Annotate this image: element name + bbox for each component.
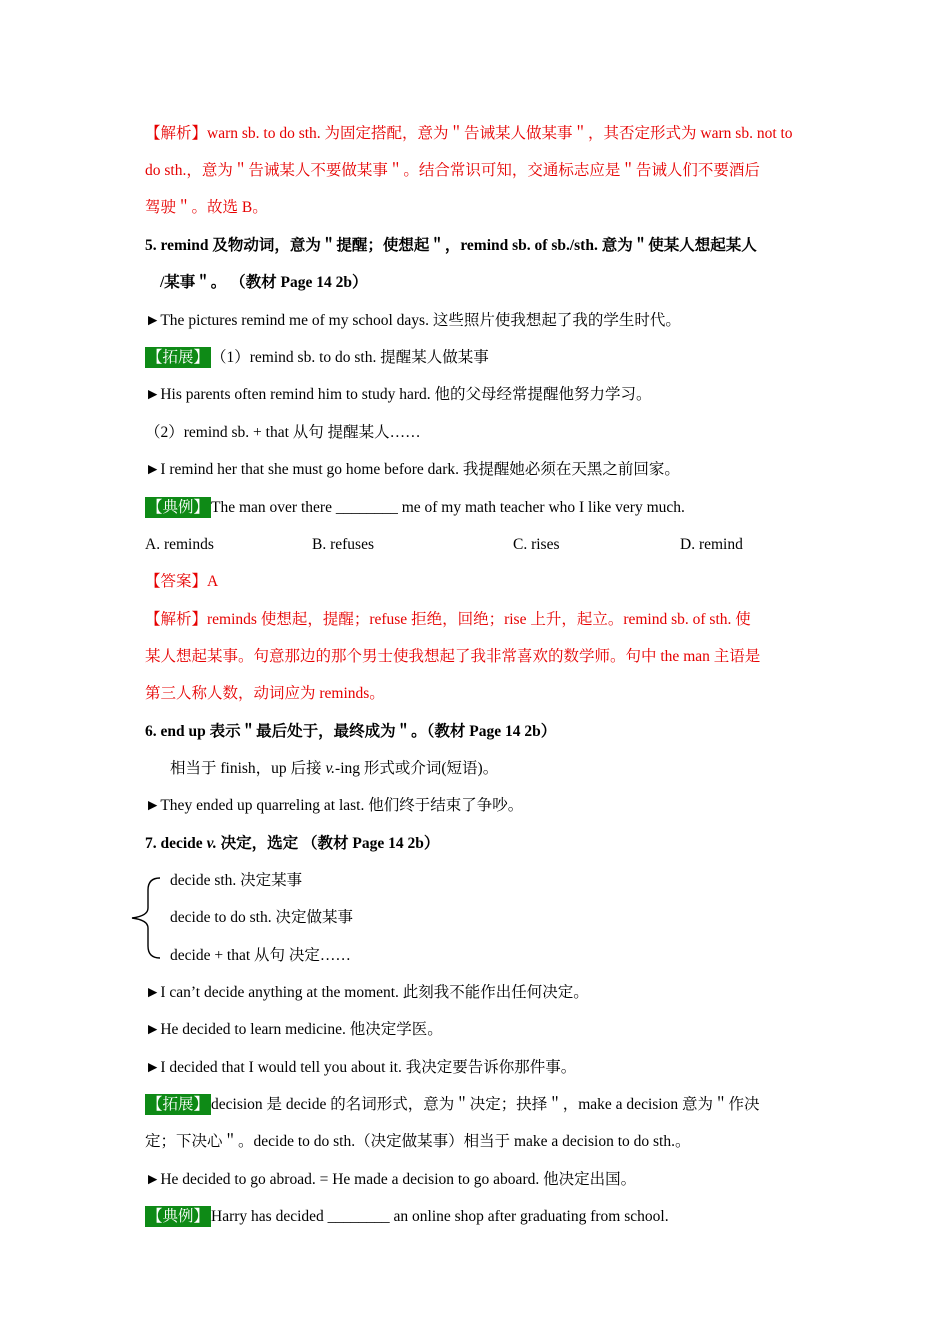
item-6-example: ►They ended up quarreling at last. 他们终于结束了争吵。 [145, 797, 524, 814]
analysis-1-line-1: 【解析】warn sb. to do sth. 为固定搭配，意为＂告诫某人做某事＂，其否定形式为 warn sb. not to [145, 125, 793, 142]
curly-brace-icon [128, 876, 168, 960]
analysis-tag: 【解析】 [145, 611, 208, 628]
analysis-1-line-2: do sth.，意为＂告诫某人不要做某事＂。结合常识可知，交通标志应是＂告诫人们不要酒后 [145, 162, 760, 179]
typical-example-tag: 【典例】 [147, 499, 210, 516]
item-5-typical-question: 【典例】 The man over there ________ me of my math teacher who I like very much. [147, 499, 685, 516]
item-7-example-4: ►He decided to go abroad. = He made a decision to go aboard. 他决定出国。 [145, 1171, 637, 1188]
option-a: A. reminds [145, 536, 214, 553]
brace-item-3: decide + that 从句 决定…… [170, 947, 351, 964]
option-d: D. remind [680, 536, 743, 553]
analysis-tag: 【解析】 [145, 125, 208, 142]
typical-example-tag: 【典例】 [147, 1208, 210, 1225]
item-5-heading-line-1: 5. remind 及物动词，意为＂提醒；使想起＂，remind sb. of sb./sth. 意为＂使某人想起某人 [145, 237, 757, 254]
answer-tag: 【答案】 [145, 573, 208, 590]
brace-item-2: decide to do sth. 决定做某事 [170, 909, 353, 926]
item-7-heading: 7. decide v. 决定，选定 （教材 Page 14 2b） [145, 835, 440, 852]
brace-item-1: decide sth. 决定某事 [170, 872, 303, 889]
extension-tag: 【拓展】 [147, 1096, 210, 1113]
item-5-example-2: ►His parents often remind him to study hard. 他的父母经常提醒他努力学习。 [145, 386, 652, 403]
item-5-answer: 【答案】A [145, 573, 219, 590]
item-5-analysis-line-2: 某人想起某事。句意那边的那个男士使我想起了我非常喜欢的数学师。句中 the man 主语是 [145, 648, 761, 665]
item-5-extension-1: 【拓展】 （1）remind sb. to do sth. 提醒某人做某事 [147, 349, 489, 366]
item-7-example-1: ►I can’t decide anything at the moment. 此刻我不能作出任何决定。 [145, 984, 589, 1001]
item-7-typical-question: 【典例】 Harry has decided ________ an online shop after graduating from school. [147, 1208, 669, 1225]
item-5-example-1: ►The pictures remind me of my school days. 这些照片使我想起了我的学生时代。 [145, 312, 681, 329]
item-7-example-2: ►He decided to learn medicine. 他决定学医。 [145, 1021, 443, 1038]
item-5-example-3: ►I remind her that she must go home before dark. 我提醒她必须在天黑之前回家。 [145, 461, 680, 478]
item-5-heading-line-2: /某事＂。 （教材 Page 14 2b） [160, 274, 368, 291]
item-7-example-3: ►I decided that I would tell you about it. 我决定要告诉你那件事。 [145, 1059, 577, 1076]
item-7-extension-line-1: 【拓展】 decision 是 decide 的名词形式，意为＂决定；抉择＂，make a decision 意为＂作决 [147, 1096, 760, 1113]
option-b: B. refuses [312, 536, 374, 553]
item-6-note: 相当于 finish，up 后接 v.-ing 形式或介词(短语)。 [170, 760, 499, 777]
item-6-heading: 6. end up 表示＂最后处于，最终成为＂。（教材 Page 14 2b） [145, 723, 557, 740]
item-7-extension-line-2: 定；下决心＂。decide to do sth.（决定做某事）相当于 make a decision to do sth.。 [145, 1133, 691, 1150]
item-5-analysis-line-1: 【解析】reminds 使想起，提醒；refuse 拒绝，回绝；rise 上升，起立。remind sb. of sth. 使 [145, 611, 751, 628]
item-5-extension-2: （2）remind sb. + that 从句 提醒某人…… [145, 424, 421, 441]
extension-tag: 【拓展】 [147, 349, 210, 366]
option-c: C. rises [513, 536, 560, 553]
analysis-1-line-3: 驾驶＂。故选 B。 [145, 199, 268, 216]
item-5-analysis-line-3: 第三人称人数，动词应为 reminds。 [145, 685, 385, 702]
